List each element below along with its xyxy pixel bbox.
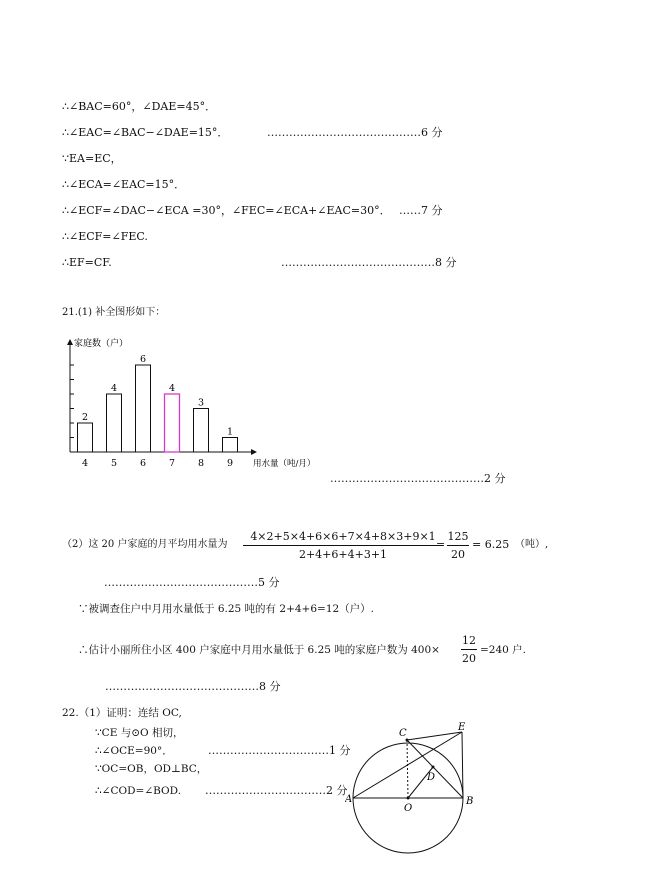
label-a: A <box>345 794 353 805</box>
q20-score-8: ……………………………………8 分 <box>281 256 457 269</box>
q21-line-4-prefix: ∴估计小丽所住小区 400 户家庭中月用水量低于 6.25 吨的家庭户数为 400× <box>78 644 440 656</box>
x-axis-arrow <box>251 449 257 455</box>
q20-score-7: ……7 分 <box>399 204 443 217</box>
q20-line-2: ∴∠EAC=∠BAC−∠DAE=15°． <box>62 126 229 139</box>
q22-heading: 22.（1）证明：连结 OC, <box>62 707 182 719</box>
label-c: C <box>399 728 407 739</box>
q21-score-8: ……………………………………8 分 <box>105 680 281 693</box>
q20-line-7: ∴EF=CF. <box>62 256 112 269</box>
line-oc <box>407 740 408 798</box>
label-o: O <box>404 803 413 814</box>
q22-line-1: ∵CE 与⊙O 相切， <box>95 727 184 739</box>
bar-5 <box>107 394 122 452</box>
x-tick-label: 4 <box>81 458 89 469</box>
x-axis-label: 用水量（吨/月） <box>253 459 316 469</box>
point-o <box>407 797 410 800</box>
y-axis-label: 家庭数（户） <box>74 339 129 349</box>
average-numerator: 4×2+5×4+6×6+7×4+8×3+9×1 <box>250 530 436 543</box>
equals-sign: = <box>436 538 446 551</box>
q20-score-6: ……………………………………6 分 <box>267 126 443 139</box>
eq-denominator: 20 <box>451 548 465 561</box>
bar-value-label: 1 <box>226 426 234 438</box>
x-tick-label: 8 <box>197 458 205 469</box>
q21-line-3: ∵被调查住户中月用水量低于 6.25 吨的有 2+4+6=12（户）. <box>78 603 375 615</box>
x-tick-label: 5 <box>110 458 118 469</box>
estimate-denominator: 20 <box>462 652 476 665</box>
q21-heading: 21.(1) 补全图形如下： <box>62 307 166 318</box>
q20-line-5: ∴∠ECF=∠DAC−∠ECA =30°，∠FEC=∠ECA+∠EAC=30°． <box>62 204 391 217</box>
q20-line-1: ∴∠BAC=60°，∠DAE=45°． <box>62 100 217 113</box>
q22-line-2: ∴∠OCE=90°． <box>95 745 173 757</box>
bar-6 <box>136 365 151 452</box>
bar-8 <box>194 409 209 453</box>
eq-numerator: 125 <box>447 530 469 543</box>
q20-line-3: ∵EA=EC， <box>62 152 122 165</box>
eq-fraction-bar <box>447 545 469 546</box>
estimate-fraction-bar <box>461 649 477 650</box>
y-axis-arrow <box>67 339 73 345</box>
label-d: D <box>427 772 436 783</box>
water-usage-bar-chart <box>55 335 325 475</box>
x-tick-label: 6 <box>139 458 147 469</box>
label-e: E <box>458 722 466 733</box>
average-unit: （吨）, <box>515 539 549 550</box>
bar-value-label: 2 <box>81 412 89 423</box>
x-tick-label: 9 <box>226 458 234 469</box>
q20-line-4: ∴∠ECA=∠EAC=15°． <box>62 178 186 191</box>
average-result: = 6.25 <box>472 538 510 551</box>
average-denominator: 2+4+6+4+3+1 <box>298 548 388 561</box>
bar-7 <box>165 394 180 452</box>
bar-value-label: 4 <box>168 383 176 394</box>
average-fraction-bar <box>243 545 443 546</box>
bar-value-label: 3 <box>197 397 205 409</box>
bar-value-label: 4 <box>110 383 118 394</box>
point-d <box>432 766 435 769</box>
q22-line-3: ∵OC=OB，OD⊥BC， <box>95 763 208 775</box>
estimate-numerator: 12 <box>462 634 476 647</box>
bar-value-label: 6 <box>139 354 147 365</box>
label-b: B <box>466 796 474 807</box>
bar-9 <box>223 438 238 453</box>
q22-line-4: ∴∠COD=∠BOD. <box>95 785 182 797</box>
x-tick-label: 7 <box>168 458 176 469</box>
q22-score-2: ……………………………2 分 <box>205 784 348 797</box>
q20-line-6: ∴∠ECF=∠FEC. <box>62 230 148 243</box>
q21-part2-prefix: （2）这 20 户家庭的月平均用水量为 <box>62 539 228 550</box>
q21-score-5: ……………………………………5 分 <box>104 576 280 589</box>
circle-tangent-figure <box>345 722 485 872</box>
q21-line-4-suffix: =240 户. <box>480 644 527 656</box>
line-ce <box>407 732 462 740</box>
bar-4 <box>78 423 93 452</box>
q21-score-2: ……………………………………2 分 <box>330 472 506 485</box>
q22-score-1: ……………………………1 分 <box>208 744 351 757</box>
